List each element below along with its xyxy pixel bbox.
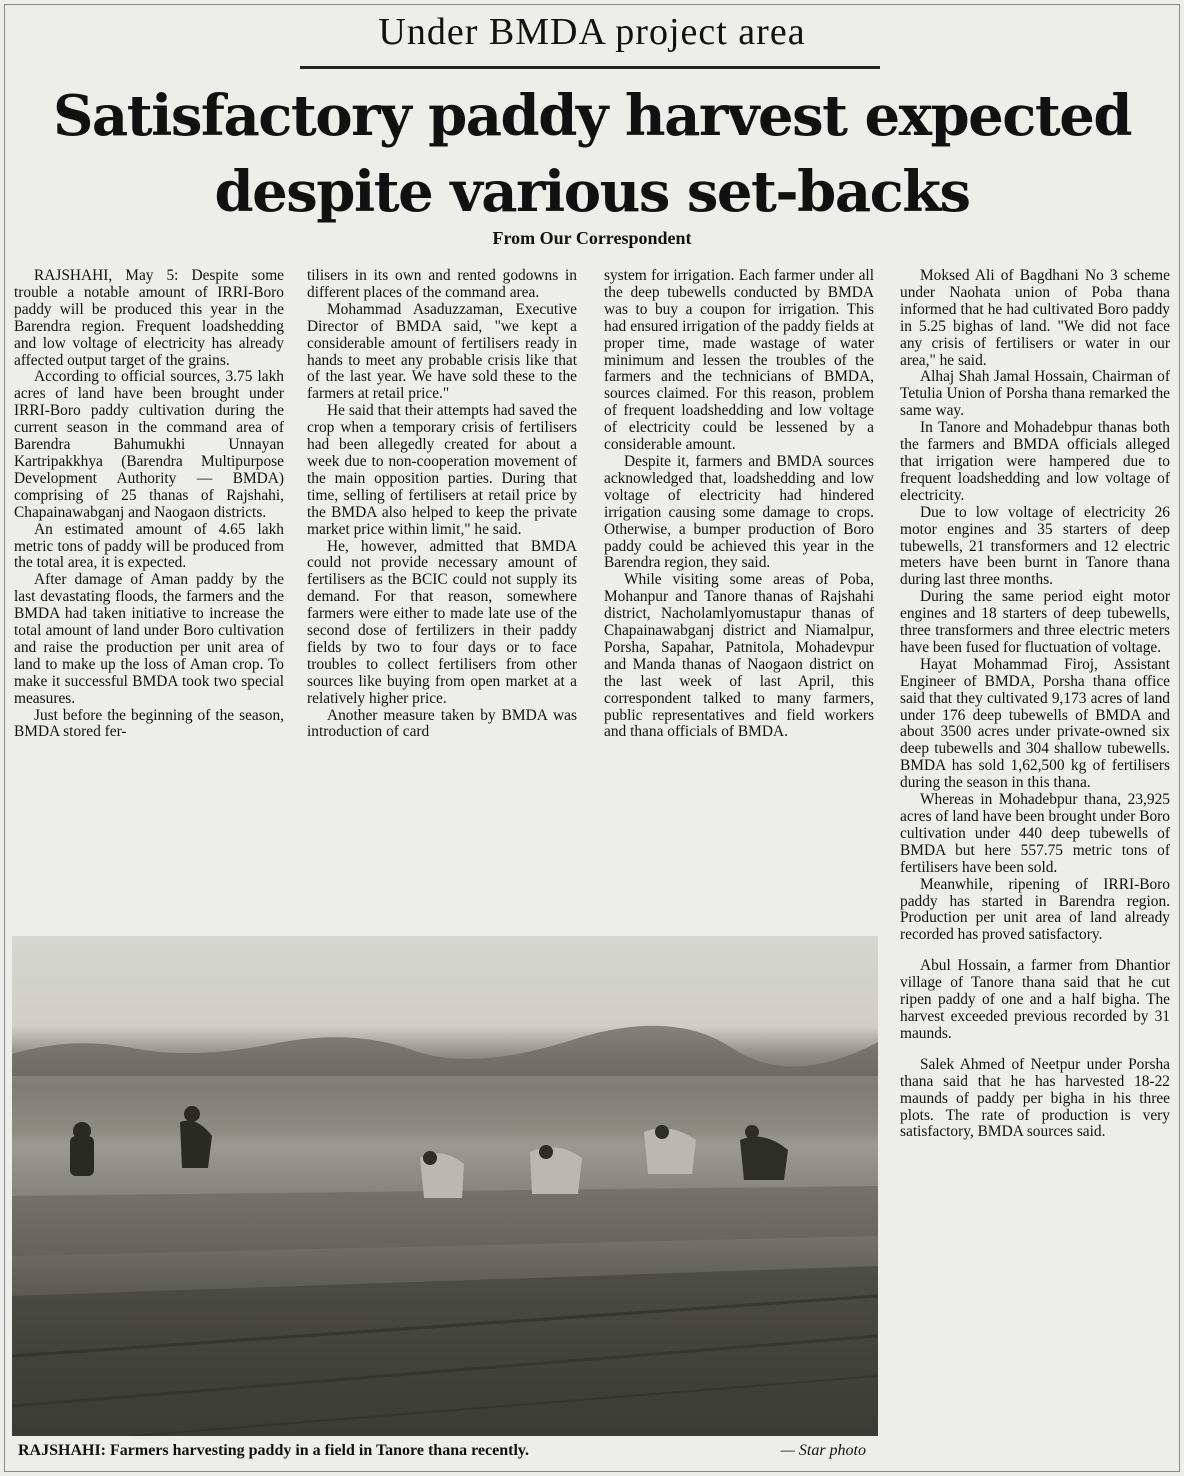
headline [0,78,1184,230]
article-column-3 [604,268,874,940]
harvest-photo-illustration [12,936,878,1436]
photo-credit: — Star photo [780,1442,866,1459]
paragraph: Abul Hossain, a farmer from Dhantior village of Tanore thana said that he cut ripen paddy of one and a half bigha. The harvest exceeded previous recorded by 31 maunds. [900,957,1170,1042]
photo-caption-text: RAJSHAHI: Farmers harvesting paddy in a field in Tanore thana recently. [18,1442,529,1459]
paragraph: Salek Ahmed of Neetpur under Porsha thana said that he has harvested 18-22 maunds of paddy per bigha in his three plots. The rate of production is very satisfactory, BMDA sources said. [900,1055,1170,1141]
paragraph: During the same period eight motor engines and 18 starters of deep tubewells, three transformers and three electric meters have been fused for fluctuation of voltage. [900,588,1170,656]
paragraph: While visiting some areas of Poba, Mohanpur and Tanore thanas of Rajshahi district, Nacholamlyomustapur thanas of Chapainawabganj district and Niamalpur, Porsha, Sapahar, Patnitola, Mohadevpur and Manda thanas of Naogaon district on the last week of last April, this correspondent talked to many farmers, public representatives and field workers and thana officials of BMDA. [604,571,874,741]
paragraph: Despite it, farmers and BMDA sources acknowledged that, loadshedding and low voltage of electricity had hindered irrigation causing some damage to crops. Otherwise, a bumper production of Boro paddy could be achieved this year in the Barendra region, they said. [604,452,874,572]
harvest-photo [12,936,878,1436]
paragraph: After damage of Aman paddy by the last devastating floods, the farmers and the BMDA had taken initiative to increase the total amount of land under Boro cultivation and raise the production per unit area of land to make up the loss of Aman crop. To make it successful BMDA took two special measures. [14,571,284,707]
paragraph: According to official sources, 3.75 lakh acres of land have been brought under IRRI-Boro paddy cultivation during the current season in the command area of Barendra Bahumukhi Unnayan Kartripakkhya (Barendra Multipurpose Development Authority — BMDA) comprising of 25 thanas of Rajshahi, Chapainawabganj and Naogaon districts. [14,368,284,521]
article-column-4 [900,268,1170,1468]
kicker-rule [300,66,880,69]
paragraph: Alhaj Shah Jamal Hossain, Chairman of Tetulia Union of Porsha thana remarked the same way. [900,368,1170,420]
paragraph: Due to low voltage of electricity 26 motor engines and 35 starters of deep tubewells, 21 transformers and 12 electric meters have been burnt in Tanore thana during last three months. [900,503,1170,589]
paragraph: He, however, admitted that BMDA could not provide necessary amount of fertilisers as the BCIC could not supply its demand. For that reason, somewhere farmers were either to made late use of the second dose of fertilizers in their paddy fields by two to four days or to face troubles to collect fertilisers from other sources like buying from open market at a relatively higher price. [307,537,577,707]
article-column-2 [307,268,577,940]
paragraph: He said that their attempts had saved the crop when a temporary crisis of fertilisers had been allegedly created for about a week due to non-cooperation movement of the main opposition parties. During that time, selling of fertilisers at retail price by the BMDA also helped to keep the private market price within limit," he said. [307,402,577,538]
paragraph: Hayat Mohammad Firoj, Assistant Engineer of BMDA, Porsha thana office said that they cultivated 9,173 acres of land under 176 deep tubewells of BMDA and about 3500 acres under private-owned six deep tubewells and 304 shallow tubewells. BMDA has sold 1,62,500 kg of fertilisers during the season in this thana. [900,655,1170,792]
paragraph: In Tanore and Mohadebpur thanas both the farmers and BMDA officials alleged that irrigation were hampered due to frequent loadshedding and low voltage of electricity. [900,419,1170,504]
paragraph: Just before the beginning of the season, BMDA stored fer- [14,706,284,741]
headline-line-1: Satisfactory paddy harvest expected [52,83,1132,149]
paragraph: Meanwhile, ripening of IRRI-Boro paddy has started in Barendra region. Production per unit area of land already recorded has proved satisfactory. [900,875,1170,944]
headline-line-2: despite various set-backs [214,159,970,225]
paragraph: Moksed Ali of Bagdhani No 3 scheme under Naohata union of Poba thana informed that he had cultivated Boro paddy in 5.25 bighas of land. "We did not face any crisis of fertilisers or water in our area," he said. [900,268,1170,369]
paragraph: Mohammad Asaduzzaman, Executive Director of BMDA said, "we kept a considerable amount of fertilisers ready in hands to meet any probable crisis like that of the last year. We have sold these to the farmers at retail price." [307,300,577,403]
paragraph: system for irrigation. Each farmer under all the deep tubewells conducted by BMDA was to buy a coupon for irrigation. This had ensured irrigation of the paddy fields at proper time, made wastage of water minimum and lessen the troubles of the farmers and the technicians of BMDA, sources claimed. For this reason, problem of frequent loadshedding and low voltage of electricity could be lessened by a considerable amount. [604,268,874,454]
byline: From Our Correspondent [492,228,692,248]
kicker: Under BMDA project area [378,11,806,53]
paragraph: Another measure taken by BMDA was introduction of card [307,706,577,741]
paragraph: Whereas in Mohadebpur thana, 23,925 acres of land have been brought under Boro cultivation under 440 deep tubewells of BMDA but here 557.75 metric tons of fertilisers have been sold. [900,791,1170,876]
paragraph: tilisers in its own and rented godowns in different places of the command area. [307,268,577,301]
photo-caption [18,1442,878,1460]
paragraph: An estimated amount of 4.65 lakh metric tons of paddy will be produced from the total area, it is expected. [14,520,284,572]
article-column-1 [14,268,284,940]
paragraph: RAJSHAHI, May 5: Despite some trouble a notable amount of IRRI-Boro paddy will be produced this year in the Barendra region. Frequent loadshedding and low voltage of electricity has already affected output target of the grains. [14,268,284,369]
